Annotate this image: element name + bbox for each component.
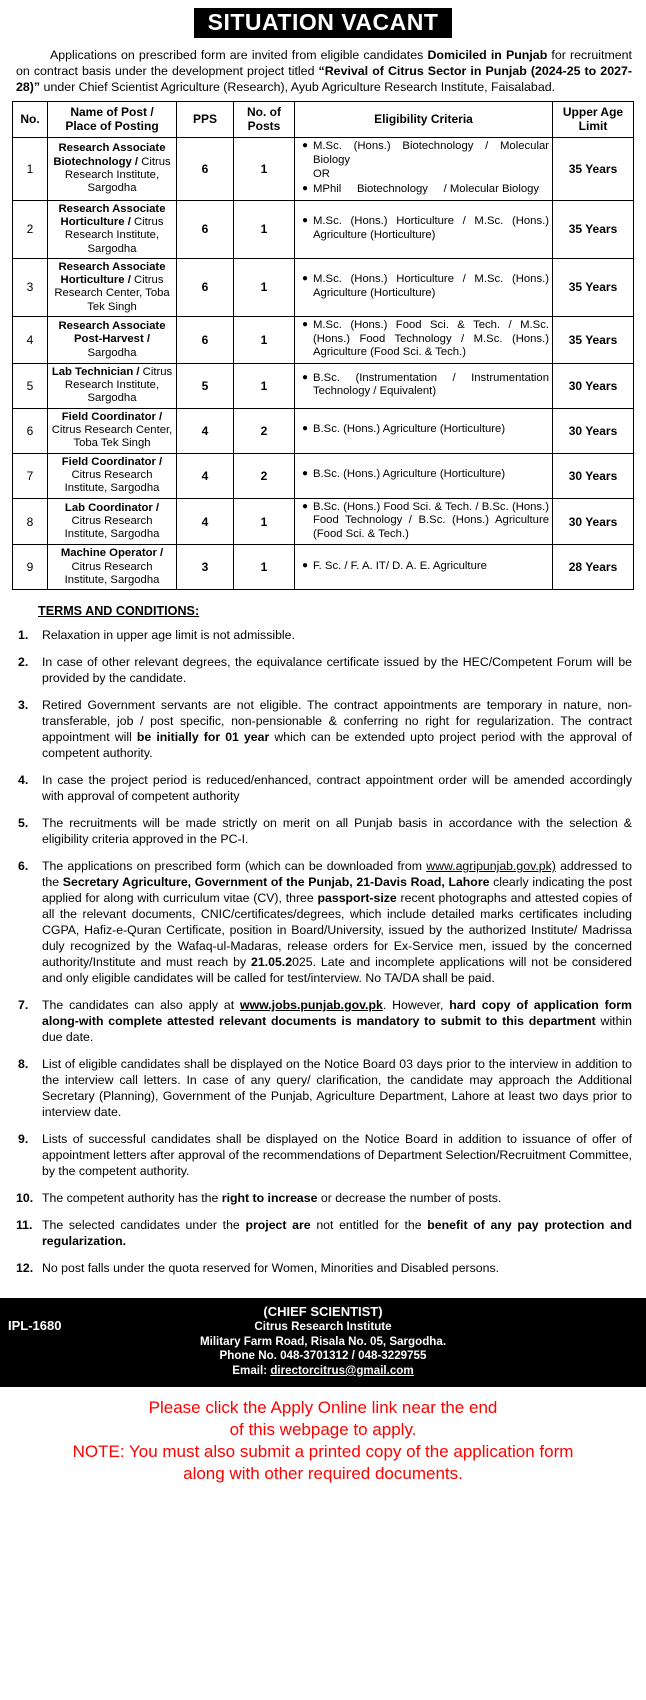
bullet-icon: ● [302,215,309,227]
footer-address: Military Farm Road, Risala No. 05, Sargodha. [199,1334,447,1348]
cell-eligibility [295,363,553,408]
emphasis-text: “Revival of Citrus Sector in Punjab (2024-25 to 2027-28)” [16,63,632,94]
emphasis-text: passport-size [317,891,397,906]
terms-item: Lists of successful candidates shall be displayed on the Notice Board in addition to issuance of offer of appointment letters after approval of the recommendations of Department Selection/Recruitment Committee, by the competent authority. [42,1131,632,1178]
terms-item: Relaxation in upper age limit is not admissible. [42,628,295,643]
terms-item: No post falls under the quota reserved for Women, Minorities and Disabled persons. [42,1260,500,1275]
footer-email-label: Email: [232,1364,271,1377]
cell-number-of-posts: 2 [234,453,295,498]
cell-eligibility [295,317,553,364]
table-row [13,363,634,408]
col-header-no: No. [13,102,48,138]
cell-pps: 6 [177,258,234,316]
cell-serial-no: 3 [13,258,48,316]
cell-eligibility [295,138,553,200]
eligibility-list [298,423,549,437]
terms-list [16,628,632,1276]
vacancy-table [12,101,634,590]
post-title: Field Coordinator / [61,455,163,468]
table-header-row [13,102,634,138]
cell-serial-no: 9 [13,545,48,590]
cell-post-name [48,545,177,590]
post-title: Machine Operator / [60,547,164,560]
cell-pps: 6 [177,317,234,364]
cell-post-name [48,258,177,316]
cell-post-name [48,317,177,364]
emphasis-text: right to increase [221,1190,318,1205]
eligibility-list [298,215,549,242]
cell-upper-age-limit: 35 Years [553,138,634,200]
post-location: Sargodha [87,346,137,359]
footer-institute: Citrus Research Institute [254,1320,392,1334]
post-title: Research Associate Post-Harvest / [58,319,166,346]
bullet-icon: ● [302,140,309,152]
cell-eligibility [295,453,553,498]
cell-post-name [48,200,177,258]
col-header-eligibility: Eligibility Criteria [295,102,553,138]
cell-pps: 3 [177,545,234,590]
col-header-age-line1: Upper Age [562,105,624,120]
eligibility-item [302,371,549,399]
terms-item: The competent authority has the right to increase or decrease the number of posts. [42,1190,502,1205]
bullet-icon: ● [302,500,309,512]
eligibility-text: F. Sc. / F. A. IT/ D. A. E. Agriculture [313,560,487,573]
eligibility-item [302,468,549,482]
table-body [13,138,634,590]
notice-line: Please click the Apply Online link near the end [148,1397,498,1417]
terms-item: The candidates can also apply at www.jobs.punjab.gov.pk. However, hard copy of application form along-with complete attested relevant documents is mandatory to submit to this department within due date. [42,998,632,1045]
terms-item: The selected candidates under the project are not entitled for the benefit of any pay protection and regularization. [42,1217,632,1248]
cell-upper-age-limit: 28 Years [553,545,634,590]
page-title: SITUATION VACANT [194,8,453,38]
cell-number-of-posts: 2 [234,408,295,453]
eligibility-text: MPhil Biotechnology / Molecular Biology [313,182,540,195]
eligibility-list [298,372,549,399]
cell-eligibility [295,498,553,545]
terms-item: The applications on prescribed form (which can be downloaded from www.agripunjab.gov.pk) addressed to the Secretary Agriculture, Government of the Punjab, 21-Davis Road, Lahore clearly indicating the post applied for along with curriculum vitae (CV), three passport-size recent photographs and attested copies of all the relevant documents, CNIC/certificates/degrees, which include detailed marks certificates including CGPA, Hafiz-e-Quran Certificate, position in Board/University, issued by the authorized Institute/ Madrissa duly recognized by the Wafaq-ul-Madaras, release orders for Ex-Service men, issued by the concerned authority/Institute and must reach by 21.05.2025. Late and incomplete applications will not be considered and only eligible candidates will be called for test/interview. No TA/DA shall be paid. [42,859,633,986]
intro-paragraph: Applications on prescribed form are invited from eligible candidates Domiciled in Punjab for recruitment on contract basis under the development project titled “Revival of Citrus Sector in Punjab (2024-25 to 2027-28)” under Chief Scientist Agriculture (Research), Ayub Agriculture Research Institute, Faisalabad. [16,47,632,94]
post-title: Research Associate Biotechnology / [53,142,166,168]
table-row [13,200,634,258]
footer-email-address[interactable]: directorcitrus@gmail.com [270,1364,414,1377]
cell-eligibility [295,258,553,316]
eligibility-item [302,273,549,300]
eligibility-list [298,501,549,542]
eligibility-text: OR [313,168,330,181]
emphasis-text: benefit of any pay protection and regularization. [42,1217,632,1248]
emphasis-text: be initially for 01 year [136,730,270,745]
terms-item: The recruitments will be made strictly on merit on all Punjab basis in accordance with the selection & eligibility criteria approved in the PC-I. [42,816,632,847]
table-row [13,498,634,545]
cell-number-of-posts: 1 [234,498,295,545]
cell-upper-age-limit: 35 Years [553,200,634,258]
terms-heading: TERMS AND CONDITIONS: [38,604,200,619]
cell-serial-no: 6 [13,408,48,453]
terms-item: In case of other relevant degrees, the equivalance certificate issued by the HEC/Competent Forum will be provided by the candidate. [42,655,632,686]
table-header [13,102,634,138]
table-row [13,258,634,316]
vacancy-table-wrap [0,101,646,590]
cell-pps: 6 [177,200,234,258]
post-location: Citrus Research Institute, Sargodha [64,560,160,587]
post-location: Citrus Research Center, Toba Tek Singh [54,274,170,313]
cell-serial-no: 7 [13,453,48,498]
bullet-icon: ● [302,423,309,435]
notice-line: NOTE: You must also submit a printed copy of the application form [72,1441,574,1461]
cell-eligibility [295,545,553,590]
cell-pps: 6 [177,138,234,200]
footer-phone: Phone No. 048-3701312 / 048-3229755 [219,1349,427,1363]
col-header-pps: PPS [177,102,234,138]
col-header-post [48,102,177,138]
table-row [13,408,634,453]
cell-upper-age-limit: 30 Years [553,498,634,545]
cell-serial-no: 2 [13,200,48,258]
post-location: Citrus Research Institute, Sargodha [64,215,164,255]
eligibility-text: M.Sc. (Hons.) Food Sci. & Tech. / M.Sc. (Hons.) Food Technology / M.Sc. (Hons.) Agriculture (Food Sci. & Tech.) [313,319,549,359]
post-title: Lab Technician / [51,365,140,378]
emphasis-text: project are [245,1217,311,1232]
emphasis-text: Domiciled in Punjab [427,47,548,62]
post-title: Lab Coordinator / [64,501,160,514]
cell-serial-no: 4 [13,317,48,364]
eligibility-item [302,500,549,542]
col-header-age-line2: Limit [578,118,608,133]
eligibility-text: M.Sc. (Hons.) Horticulture / M.Sc. (Hons.) Agriculture (Horticulture) [313,215,549,241]
col-header-posts-line2: Posts [247,118,281,133]
eligibility-item [302,140,549,167]
eligibility-text: B.Sc. (Instrumentation / Instrumentation Technology / Equivalent) [313,371,549,398]
cell-upper-age-limit: 35 Years [553,317,634,364]
eligibility-text: B.Sc. (Hons.) Agriculture (Horticulture) [313,468,506,481]
apply-online-notice [0,1387,646,1497]
post-location: Citrus Research Institute, Sargodha [64,514,160,541]
table-row [13,545,634,590]
link-text[interactable]: www.jobs.punjab.gov.pk [240,998,383,1013]
col-header-post-line1: Name of Post / [70,105,154,120]
col-header-post-line2: Place of Posting [65,118,159,133]
eligibility-item [302,319,549,360]
cell-eligibility [295,408,553,453]
cell-pps: 4 [177,453,234,498]
col-header-age [553,102,634,138]
eligibility-text: M.Sc. (Hons.) Biotechnology / Molecular Biology [313,140,549,166]
post-location: Citrus Research Institute, Sargodha [64,469,160,495]
cell-number-of-posts: 1 [234,363,295,408]
footer-designation: (CHIEF SCIENTIST) [263,1303,383,1319]
cell-upper-age-limit: 30 Years [553,363,634,408]
table-row [13,453,634,498]
eligibility-item [302,560,549,574]
cell-post-name [48,453,177,498]
footer-reference-code: IPL-1680 [8,1317,62,1333]
emphasis-text: Secretary Agriculture, Government of the Punjab, 21-Davis Road, Lahore [62,875,490,890]
cell-number-of-posts: 1 [234,258,295,316]
terms-item: List of eligible candidates shall be displayed on the Notice Board 03 days prior to the interview in addition to the interview call letters. In case of any query/ clarification, the candidate may approach the Additional Secretary (Planning), Government of the Punjab, Agriculture Department, Lahore at least two days prior to interview date. [42,1057,632,1119]
post-title: Field Coordinator / [61,410,163,423]
cell-pps: 4 [177,408,234,453]
eligibility-list [298,468,549,482]
terms-section [0,590,646,1291]
cell-post-name [48,138,177,200]
cell-pps: 4 [177,498,234,545]
col-header-posts-line1: No. of [247,105,281,120]
eligibility-list [298,273,549,300]
cell-upper-age-limit: 30 Years [553,408,634,453]
eligibility-text: B.Sc. (Hons.) Agriculture (Horticulture) [313,423,506,436]
masthead [0,0,646,42]
table-row [13,138,634,200]
eligibility-item [302,423,549,437]
link-text[interactable]: www.agripunjab.gov.pk) [426,859,556,874]
notice-line: along with other required documents. [183,1463,463,1483]
cell-number-of-posts: 1 [234,317,295,364]
cell-number-of-posts: 1 [234,200,295,258]
bullet-icon: ● [302,273,309,285]
cell-post-name [48,408,177,453]
footer-band [0,1298,646,1387]
cell-post-name [48,498,177,545]
emphasis-text [240,998,383,1012]
footer-email-line [0,1364,646,1379]
terms-item: Retired Government servants are not eligible. The contract appointments are temporary in nature, non-transferable, job / post specific, non-pensionable & conferring no right for regularization. The contract appointment will be initially for 01 year which can be extended upto project period with the approval of competent authority. [42,698,632,761]
col-header-posts [234,102,295,138]
eligibility-text: M.Sc. (Hons.) Horticulture / M.Sc. (Hons.) Agriculture (Horticulture) [313,273,549,299]
eligibility-item [302,215,549,242]
terms-item: In case the project period is reduced/enhanced, contract appointment order will be amended accordingly with approval of competent authority [42,773,632,804]
cell-number-of-posts: 1 [234,138,295,200]
bullet-icon: ● [302,560,309,572]
cell-pps: 5 [177,363,234,408]
emphasis-text: hard copy of application form along-with complete attested relevant documents is mandatory to submit to this department [42,998,632,1029]
emphasis-text: 21.05.2 [251,955,293,970]
cell-serial-no: 8 [13,498,48,545]
eligibility-item [302,182,549,197]
post-location: Citrus Research Institute, Sargodha [64,155,171,195]
cell-upper-age-limit: 30 Years [553,453,634,498]
notice-line: of this webpage to apply. [229,1419,417,1439]
post-title: Research Associate Horticulture / [58,202,166,228]
footer-contact-block [0,1304,646,1379]
bullet-icon: ● [302,182,309,194]
table-row [13,317,634,364]
eligibility-list [298,560,549,574]
cell-serial-no: 5 [13,363,48,408]
bullet-icon: ● [302,319,309,331]
cell-upper-age-limit: 35 Years [553,258,634,316]
post-location: Citrus Research Institute, Sargodha [64,365,173,405]
cell-serial-no: 1 [13,138,48,200]
post-location: Citrus Research Center, Toba Tek Singh [51,424,173,450]
eligibility-list [298,319,549,360]
post-title: Research Associate Horticulture / [58,260,166,287]
cell-eligibility [295,200,553,258]
bullet-icon: ● [302,371,309,383]
eligibility-text: B.Sc. (Hons.) Food Sci. & Tech. / B.Sc. (Hons.) Food Technology / B.Sc. (Hons.) Agriculture (Food Sci. & Tech.) [313,500,549,540]
eligibility-list [298,140,549,196]
cell-post-name [48,363,177,408]
eligibility-item [313,168,549,182]
bullet-icon: ● [302,468,309,480]
cell-number-of-posts: 1 [234,545,295,590]
